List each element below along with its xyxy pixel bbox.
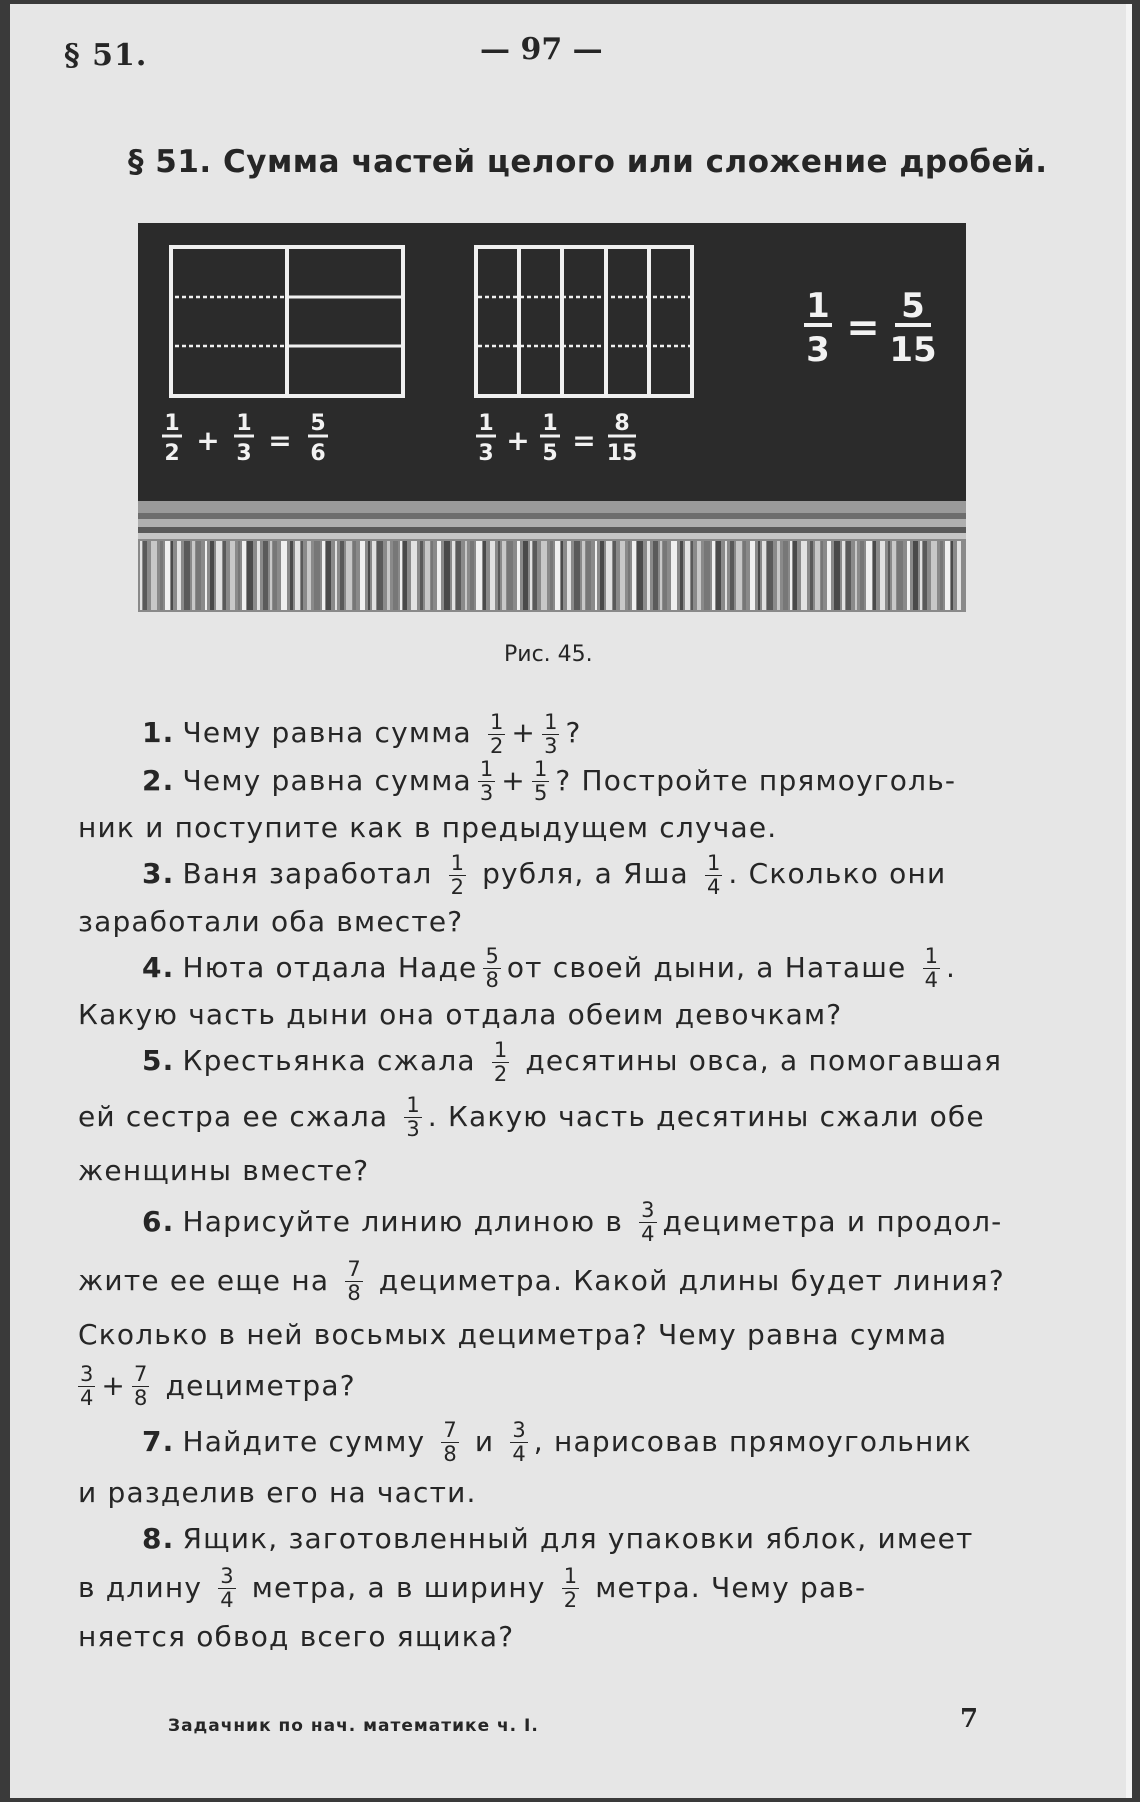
fraction: $\frac{1}{4}$ bbox=[707, 850, 721, 899]
board-base-panel bbox=[138, 539, 966, 612]
svg-text:3: 3 bbox=[236, 441, 252, 466]
fraction: $\frac{1}{3}$ bbox=[479, 757, 494, 805]
svg-text:8: 8 bbox=[614, 411, 630, 436]
problem-5: 5. Крестьянка сжала $\frac{1}{2}$ десятины овса, а помогавшая ей сестра ее сжала $\frac{1}{3}$ . Какую часть десятины сжали обе женщины вместе? bbox=[78, 1037, 1003, 1187]
svg-text:1: 1 bbox=[806, 286, 830, 326]
svg-text:5: 5 bbox=[542, 441, 558, 466]
fraction: $\frac{1}{3}$ bbox=[406, 1093, 420, 1141]
fraction: $\frac{7}{8}$ bbox=[443, 1418, 457, 1466]
fraction: $\frac{1}{3}$ bbox=[544, 709, 558, 758]
fraction: $\frac{3}{4}$ bbox=[512, 1418, 526, 1466]
problem-number: 5. bbox=[142, 1044, 175, 1077]
svg-text:15: 15 bbox=[606, 441, 638, 466]
section-title: § 51. Сумма частей целого или сложение дробей. bbox=[128, 144, 1048, 180]
problem-number: 2. bbox=[142, 763, 175, 797]
problem-number: 6. bbox=[142, 1204, 175, 1238]
problem-1: 1. Чему равна сумма $\frac{1}{2}$ + $\frac{1}{3}$ ? bbox=[142, 709, 582, 758]
fraction: $\frac{1}{2}$ bbox=[490, 709, 504, 758]
svg-text:+: + bbox=[506, 424, 530, 457]
book-page bbox=[10, 4, 1132, 1798]
fraction: $\frac{1}{2}$ bbox=[563, 1564, 578, 1612]
svg-text:1: 1 bbox=[236, 411, 252, 436]
fraction: $\frac{7}{8}$ bbox=[134, 1362, 148, 1410]
svg-text:5: 5 bbox=[901, 286, 925, 326]
svg-text:=: = bbox=[572, 424, 596, 457]
svg-text:3: 3 bbox=[806, 330, 830, 370]
svg-text:1: 1 bbox=[164, 411, 180, 436]
svg-text:=: = bbox=[846, 305, 880, 351]
svg-text:5: 5 bbox=[310, 411, 326, 436]
fraction: $\frac{3}{4}$ bbox=[220, 1564, 234, 1612]
problem-number: 3. bbox=[142, 857, 175, 890]
svg-text:1: 1 bbox=[542, 411, 558, 436]
svg-text:6: 6 bbox=[310, 441, 326, 466]
problem-number: 4. bbox=[142, 950, 175, 984]
board-ledge bbox=[138, 501, 966, 539]
fraction: $\frac{5}{8}$ bbox=[485, 944, 499, 992]
problem-7: 7. Найдите сумму $\frac{7}{8}$ и $\frac{3}{4}$ , нарисовав прямоугольник и разделив его на части. bbox=[78, 1418, 973, 1509]
svg-text:3: 3 bbox=[478, 441, 494, 466]
problem-6: 6. Нарисуйте линию длиною в $\frac{3}{4}$ дециметра и продол- жите ее еще на $\frac{7}{8}$ дециметра. Какой длины будет линия? Сколько в ней восьмых дециметра? Чему равна сумма $\frac{3}{4}$ + $\frac{7}{8}$ дециметра? bbox=[78, 1198, 1005, 1410]
problem-4: 4. Нюта отдала Наде $\frac{5}{8}$ от своей дыни, а Наташе $\frac{1}{4}$ . Какую часть дыни она отдала обеим девочкам? bbox=[78, 944, 957, 1031]
problem-list bbox=[78, 710, 1058, 1660]
page-number: — 97 — bbox=[480, 32, 603, 67]
svg-text:2: 2 bbox=[164, 441, 180, 466]
footer-signature-number: 7 bbox=[960, 1704, 979, 1734]
blackboard-figure bbox=[138, 223, 966, 612]
fraction: $\frac{7}{8}$ bbox=[347, 1257, 361, 1305]
problem-2: 2. Чему равна сумма $\frac{1}{3}$ + $\frac{1}{5}$ ? Постройте прямоуголь- ник и поступите как в предыдущем случае. bbox=[78, 757, 957, 844]
fraction: $\frac{1}{5}$ bbox=[533, 757, 548, 805]
problem-8: 8. Ящик, заготовленный для упаковки яблок, имеет в длину $\frac{3}{4}$ метра, а в ширину $\frac{1}{2}$ метра. Чему рав- няется обвод всего ящика? bbox=[78, 1521, 974, 1653]
fraction: $\frac{1}{2}$ bbox=[450, 850, 464, 899]
fraction: $\frac{1}{2}$ bbox=[493, 1037, 508, 1086]
fraction: $\frac{3}{4}$ bbox=[641, 1198, 655, 1246]
problem-number: 7. bbox=[142, 1424, 175, 1458]
problem-number: 1. bbox=[142, 716, 175, 749]
figure-caption: Рис. 45. bbox=[504, 642, 593, 667]
section-marker: § 51. bbox=[64, 38, 148, 73]
fraction: $\frac{1}{4}$ bbox=[924, 944, 938, 992]
problem-3: 3. Ваня заработал $\frac{1}{2}$ рубля, а Яша $\frac{1}{4}$ . Сколько они заработали оба вместе? bbox=[78, 850, 947, 938]
fraction: $\frac{3}{4}$ bbox=[80, 1362, 94, 1410]
svg-text:15: 15 bbox=[889, 330, 937, 370]
problem-number: 8. bbox=[142, 1521, 175, 1555]
footer-book-title: Задачник по нач. математике ч. I. bbox=[168, 1716, 539, 1736]
svg-text:=: = bbox=[268, 424, 292, 457]
svg-text:+: + bbox=[196, 424, 220, 457]
svg-text:1: 1 bbox=[478, 411, 494, 436]
